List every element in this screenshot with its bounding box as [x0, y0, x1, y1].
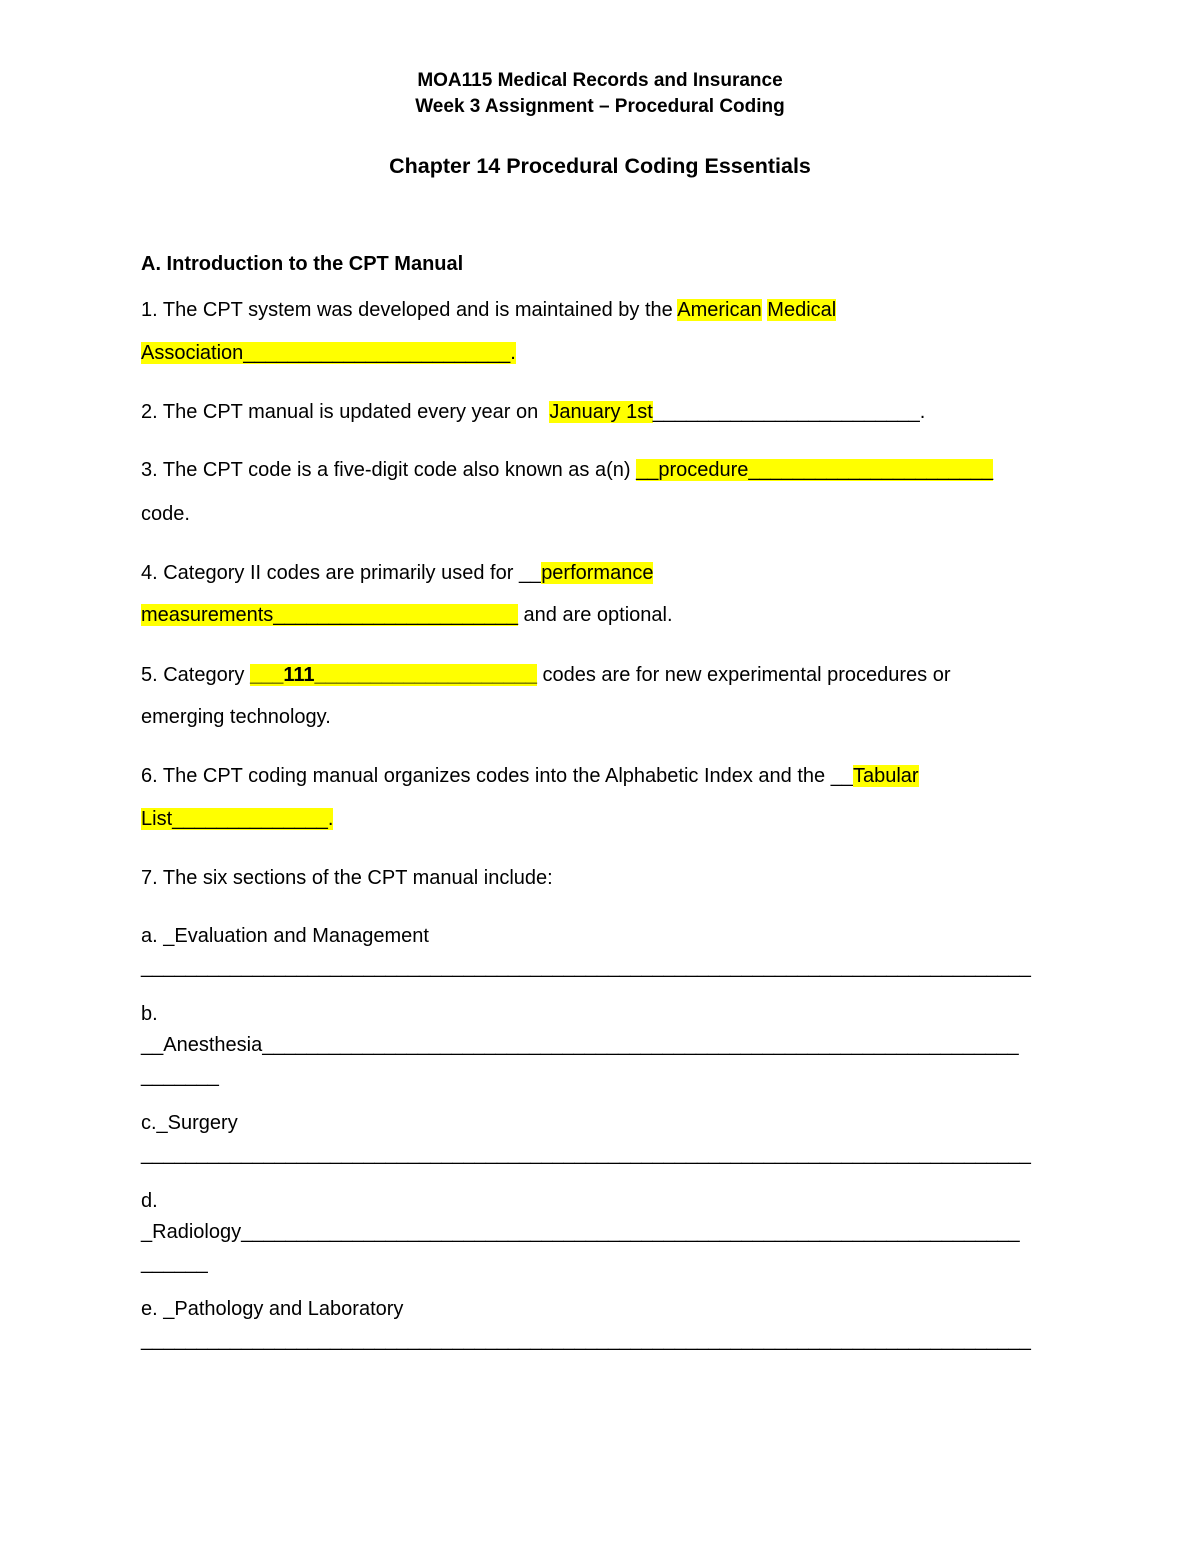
- question-5-cont: emerging technology.: [141, 706, 331, 728]
- section-a-heading: A. Introduction to the CPT Manual: [141, 253, 464, 275]
- question-6-cont: [141, 806, 333, 832]
- q7-item-e: e. _Pathology and Laboratory: [141, 1298, 404, 1320]
- q5-suffix: codes are for new experimental procedures or: [536, 664, 951, 686]
- q5-answer: ___111____________________: [249, 664, 537, 686]
- chapter-title: Chapter 14 Procedural Coding Essentials: [389, 154, 811, 178]
- q7-item-b-line: __Anesthesia____________________________________________________________________: [141, 1034, 1019, 1056]
- q7-item-d-line: _Radiology______________________________________________________________________: [141, 1221, 1020, 1243]
- q7-item-b-line2: _______: [141, 1065, 219, 1087]
- question-7: 7. The six sections of the CPT manual include:: [141, 867, 553, 889]
- q2-answer: January 1st: [549, 401, 653, 423]
- question-1-cont: [141, 340, 516, 366]
- q4-prefix: 4. Category II codes are primarily used for __: [141, 562, 542, 584]
- assignment-title: Week 3 Assignment – Procedural Coding: [415, 96, 785, 117]
- q6-answer-tabular: Tabular: [852, 765, 919, 787]
- question-6: [141, 763, 919, 789]
- q4-suffix: and are optional.: [517, 604, 673, 626]
- question-1: [141, 297, 836, 323]
- q1-answer-association: Association________________________.: [141, 342, 516, 364]
- q4-answer-performance: performance: [541, 562, 654, 584]
- q2-prefix: 2. The CPT manual is updated every year on: [141, 401, 550, 423]
- q3-answer: __procedure______________________: [636, 459, 994, 481]
- question-3: [141, 457, 993, 483]
- question-5: [141, 662, 951, 688]
- q6-prefix: 6. The CPT coding manual organizes codes into the Alphabetic Index and the __: [141, 765, 853, 787]
- q2-suffix: ________________________.: [652, 401, 926, 423]
- q7-item-a-line: ________________________________________________________________________________: [141, 956, 1031, 978]
- q7-item-a: a. _Evaluation and Management: [141, 925, 429, 947]
- q6-answer-list: List______________.: [141, 808, 334, 830]
- q1-answer-american: American: [677, 299, 762, 321]
- question-2: [141, 399, 925, 425]
- q5-prefix: 5. Category: [141, 664, 250, 686]
- q1-answer-medical: Medical: [767, 299, 837, 321]
- question-3-cont: code.: [141, 503, 190, 525]
- q4-answer-measurements: measurements______________________: [141, 604, 518, 626]
- q3-prefix: 3. The CPT code is a five-digit code also known as a(n): [141, 459, 637, 481]
- q7-item-d: d.: [141, 1190, 158, 1212]
- q7-item-b: b.: [141, 1003, 158, 1025]
- q7-item-e-line: ________________________________________________________________________________: [141, 1329, 1031, 1351]
- q7-item-c-line: ________________________________________________________________________________: [141, 1143, 1031, 1165]
- question-4: [141, 560, 653, 586]
- course-title: MOA115 Medical Records and Insurance: [417, 70, 783, 91]
- question-4-cont: [141, 602, 673, 628]
- q7-item-d-line2: ______: [141, 1252, 208, 1274]
- q1-prefix: 1. The CPT system was developed and is maintained by the: [141, 299, 678, 321]
- q7-item-c: c._Surgery: [141, 1112, 238, 1134]
